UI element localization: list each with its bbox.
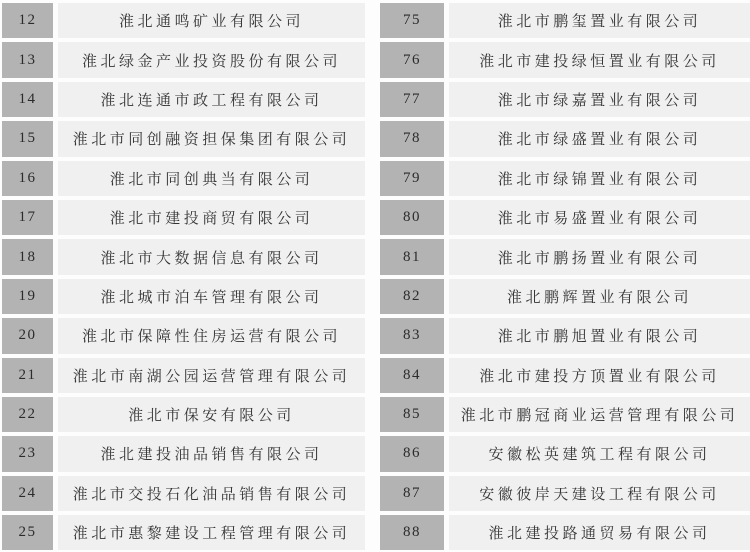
row-number-cell: 14	[2, 82, 53, 117]
row-number-cell: 77	[380, 82, 444, 117]
company-name-cell: 淮北市易盛置业有限公司	[449, 200, 750, 235]
table-row	[2, 397, 750, 432]
table-row	[2, 82, 750, 117]
row-number-cell: 81	[380, 239, 444, 274]
company-name-cell: 淮北市绿盛置业有限公司	[449, 121, 750, 156]
company-name-cell: 淮北市同创融资担保集团有限公司	[58, 121, 365, 156]
row-number-cell: 80	[380, 200, 444, 235]
row-number-cell: 15	[2, 121, 53, 156]
row-number-cell: 88	[380, 515, 444, 550]
table-row	[2, 42, 750, 77]
row-number-cell: 78	[380, 121, 444, 156]
company-name-cell: 淮北市建投商贸有限公司	[58, 200, 365, 235]
company-name-cell: 淮北市南湖公园运营管理有限公司	[58, 358, 365, 393]
row-number-cell: 75	[380, 3, 444, 38]
company-name-cell: 淮北市绿嘉置业有限公司	[449, 82, 750, 117]
row-number-cell: 21	[2, 358, 53, 393]
company-name-cell: 淮北市同创典当有限公司	[58, 161, 365, 196]
company-name-cell: 淮北建投油品销售有限公司	[58, 436, 365, 471]
table-row	[2, 3, 750, 38]
row-number-cell: 79	[380, 161, 444, 196]
company-name-cell: 淮北市大数据信息有限公司	[58, 239, 365, 274]
row-number-cell: 76	[380, 42, 444, 77]
company-name-cell: 淮北市鹏扬置业有限公司	[449, 239, 750, 274]
row-number-cell: 20	[2, 318, 53, 353]
company-name-cell: 淮北市鹏冠商业运营管理有限公司	[449, 397, 750, 432]
row-number-cell: 16	[2, 161, 53, 196]
row-number-cell: 24	[2, 476, 53, 511]
table-row	[2, 279, 750, 314]
row-number-cell: 25	[2, 515, 53, 550]
row-number-cell: 86	[380, 436, 444, 471]
row-number-cell: 23	[2, 436, 53, 471]
table-row	[2, 436, 750, 471]
company-name-cell: 淮北连通市政工程有限公司	[58, 82, 365, 117]
table-row	[2, 239, 750, 274]
table-row	[2, 476, 750, 511]
company-name-cell: 安徽彼岸天建设工程有限公司	[449, 476, 750, 511]
row-number-cell: 19	[2, 279, 53, 314]
company-name-cell: 淮北鹏辉置业有限公司	[449, 279, 750, 314]
company-name-cell: 安徽松英建筑工程有限公司	[449, 436, 750, 471]
row-number-cell: 18	[2, 239, 53, 274]
row-number-cell: 13	[2, 42, 53, 77]
table-row	[2, 358, 750, 393]
company-name-cell: 淮北城市泊车管理有限公司	[58, 279, 365, 314]
table-row	[2, 318, 750, 353]
company-name-cell: 淮北市建投方顶置业有限公司	[449, 358, 750, 393]
company-name-cell: 淮北市鹏玺置业有限公司	[449, 3, 750, 38]
table-row	[2, 161, 750, 196]
table-row	[2, 515, 750, 550]
company-name-cell: 淮北市鹏旭置业有限公司	[449, 318, 750, 353]
row-number-cell: 17	[2, 200, 53, 235]
company-name-cell: 淮北市保障性住房运营有限公司	[58, 318, 365, 353]
company-name-cell: 淮北市绿锦置业有限公司	[449, 161, 750, 196]
company-name-cell: 淮北市交投石化油品销售有限公司	[58, 476, 365, 511]
row-number-cell: 12	[2, 3, 53, 38]
row-number-cell: 22	[2, 397, 53, 432]
company-name-cell: 淮北通鸣矿业有限公司	[58, 3, 365, 38]
row-number-cell: 84	[380, 358, 444, 393]
company-name-cell: 淮北建投路通贸易有限公司	[449, 515, 750, 550]
row-number-cell: 85	[380, 397, 444, 432]
company-name-cell: 淮北市建投绿恒置业有限公司	[449, 42, 750, 77]
row-number-cell: 87	[380, 476, 444, 511]
company-name-cell: 淮北市惠黎建设工程管理有限公司	[58, 515, 365, 550]
row-number-cell: 82	[380, 279, 444, 314]
table-row	[2, 121, 750, 156]
table-row	[2, 200, 750, 235]
row-number-cell: 83	[380, 318, 444, 353]
company-name-cell: 淮北市保安有限公司	[58, 397, 365, 432]
company-name-cell: 淮北绿金产业投资股份有限公司	[58, 42, 365, 77]
